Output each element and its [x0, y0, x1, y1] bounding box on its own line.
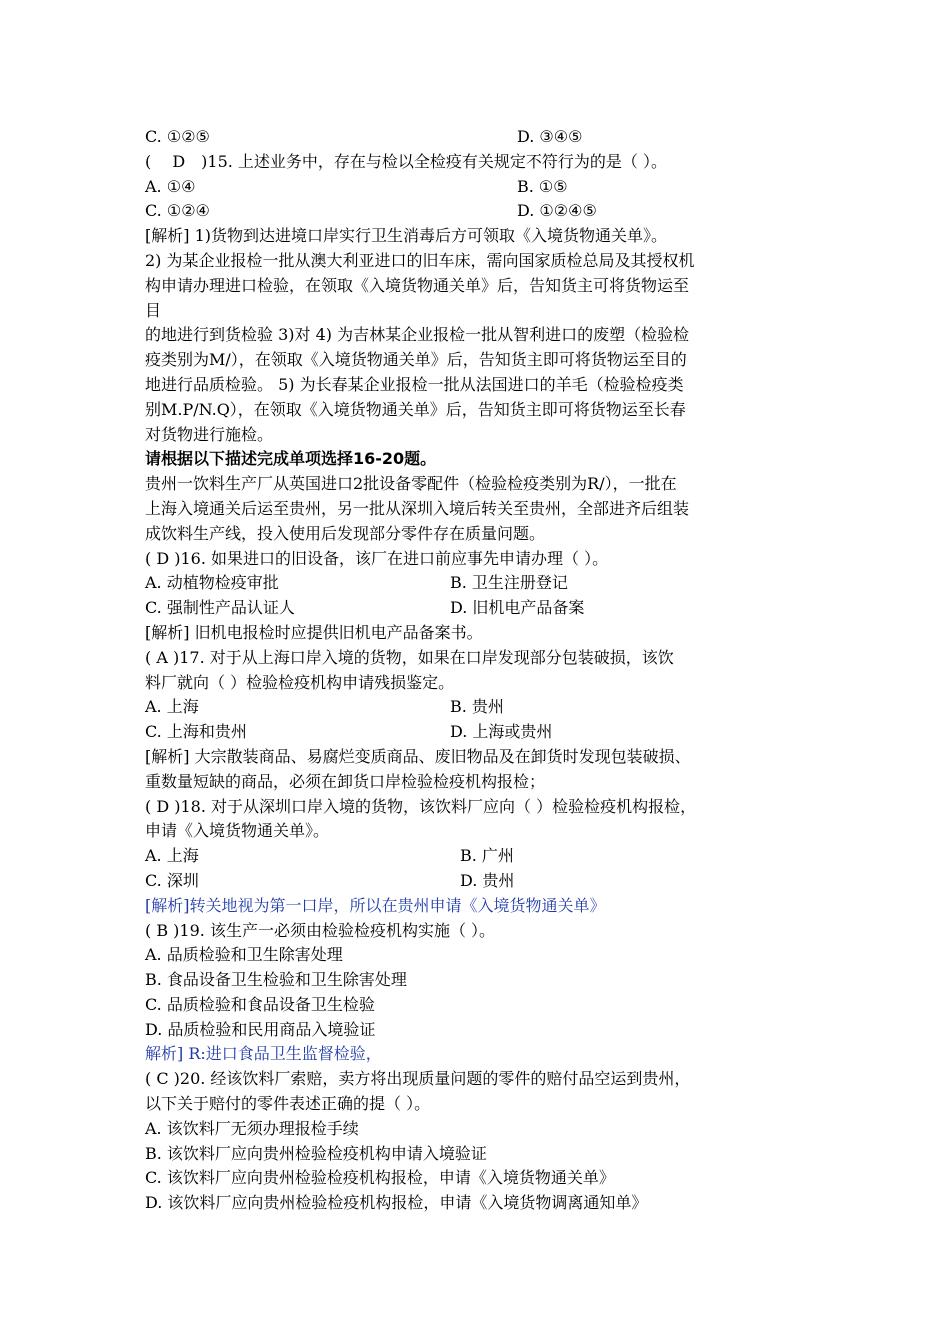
q16-options-row-2 — [145, 596, 825, 621]
q19-option-b: B. 食品设备卫生检验和卫生除害处理 — [145, 970, 407, 990]
q18-options-row-2 — [145, 869, 825, 894]
q15-option-b: B. ①⑤ — [517, 176, 568, 196]
q16-options-row-1 — [145, 571, 825, 596]
q15-stem: ( D )15. 上述业务中，存在与检以全检疫有关规定不符行为的是（ ）。 — [145, 151, 668, 171]
q15-analysis-line: 疫类别为M/），在领取《入境货物通关单》后，告知货主即可将货物运至目的 — [145, 350, 687, 370]
q14-option-d: D. ③④⑤ — [517, 127, 583, 146]
q17-analysis-line: [解析] 大宗散装商品、易腐烂变质商品、废旧物品及在卸货时发现包装破损、 — [145, 746, 691, 766]
q15-options-row-1 — [145, 175, 825, 200]
q17-analysis-line: 重数量短缺的商品，必须在卸货口岸检验检疫机构报检； — [145, 771, 546, 791]
q17-option-b: B. 贵州 — [450, 697, 504, 717]
q15-analysis-line: 对货物进行施检。 — [145, 424, 274, 444]
q16-option-c: C. 强制性产品认证人 — [145, 598, 295, 618]
q19-analysis: 解析] R:进口食品卫生监督检验， — [145, 1044, 382, 1064]
q17-options-row-2 — [145, 720, 825, 745]
q17-stem-line: 料厂就向（ ）检验检疫机构申请残损鉴定。 — [145, 672, 455, 692]
scenario-line: 成饮料生产线，投入使用后发现部分零件存在质量问题。 — [145, 523, 546, 543]
q17-options-row-1 — [145, 695, 825, 720]
q18-option-d: D. 贵州 — [460, 870, 515, 890]
q15-option-a: A. ①④ — [145, 176, 196, 196]
q20-option-c: C. 该饮料厂应向贵州检验检疫机构报检，申请《入境货物通关单》 — [145, 1168, 615, 1188]
q18-option-a: A. 上海 — [145, 846, 199, 866]
q18-stem-line: ( D )18. 对于从深圳口岸入境的货物，该饮料厂应向（ ）检验检疫机构报检， — [145, 796, 697, 816]
q18-analysis: [解析]转关地视为第一口岸，所以在贵州申请《入境货物通关单》 — [145, 895, 606, 915]
q14-option-c: C. ①②⑤ — [145, 127, 210, 146]
q15-analysis-line: 2) 为某企业报检一批从澳大利亚进口的旧车床，需向国家质检总局及其授权机 — [145, 250, 695, 270]
q17-stem-line: ( A )17. 对于从上海口岸入境的货物，如果在口岸发现部分包装破损，该饮 — [145, 647, 674, 667]
q20-option-a: A. 该饮料厂无须办理报检手续 — [145, 1118, 359, 1138]
q17-option-a: A. 上海 — [145, 697, 199, 717]
q18-stem-line: 申请《入境货物通关单》。 — [145, 821, 330, 841]
q16-analysis: [解析] 旧机电报检时应提供旧机电产品备案书。 — [145, 622, 483, 642]
q20-stem-line: 以下关于赔付的零件表述正确的提（ ）。 — [145, 1094, 431, 1114]
q20-option-b: B. 该饮料厂应向贵州检验检疫机构申请入境验证 — [145, 1143, 487, 1163]
q17-option-d: D. 上海或贵州 — [450, 722, 553, 742]
scenario-line: 上海入境通关后运至贵州，另一批从深圳入境后转关至贵州，全部进齐后组装 — [145, 498, 690, 518]
q15-analysis-line: [解析] 1)货物到达进境口岸实行卫生消毒后方可领取《入境货物通关单》。 — [145, 226, 667, 246]
q15-analysis-line: 地进行品质检验。 5) 为长春某企业报检一批从法国进口的羊毛（检验检疫类 — [145, 374, 684, 394]
q14-options-row — [145, 125, 825, 150]
q20-option-d: D. 该饮料厂应向贵州检验检疫机构报检，申请《入境货物调离通知单》 — [145, 1193, 648, 1213]
q15-analysis-line: 的地进行到货检验 3)对 4) 为吉林某企业报检一批从智利进口的废塑（检验检 — [145, 325, 690, 345]
document-page — [145, 125, 825, 1216]
q19-option-d: D. 品质检验和民用商品入境验证 — [145, 1019, 376, 1039]
q19-option-c: C. 品质检验和食品设备卫生检验 — [145, 994, 375, 1014]
q16-stem: ( D )16. 如果进口的旧设备，该厂在进口前应事先申请办理（ ）。 — [145, 548, 609, 568]
q15-analysis-line: 构申请办理进口检验，在领取《入境货物通关单》后，告知货主可将货物运至 — [145, 275, 690, 295]
q16-option-a: A. 动植物检疫审批 — [145, 573, 279, 593]
q15-analysis-line: 别M.P/N.Q），在领取《入境货物通关单》后，告知货主即可将货物运至长春 — [145, 399, 686, 419]
q15-options-row-2 — [145, 199, 825, 224]
q15-option-c: C. ①②④ — [145, 201, 210, 221]
section-heading: 请根据以下描述完成单项选择16-20题。 — [145, 449, 437, 469]
q18-option-b: B. 广州 — [460, 846, 514, 866]
scenario-line: 贵州一饮料生产厂从英国进口2批设备零配件（检验检疫类别为R/），一批在 — [145, 474, 677, 494]
q19-option-a: A. 品质检验和卫生除害处理 — [145, 945, 343, 965]
q18-option-c: C. 深圳 — [145, 870, 199, 890]
q16-option-d: D. 旧机电产品备案 — [450, 598, 585, 618]
q17-option-c: C. 上海和贵州 — [145, 722, 247, 742]
q20-stem-line: ( C )20. 经该饮料厂索赔，卖方将出现质量问题的零件的赔付品空运到贵州， — [145, 1069, 691, 1089]
q18-options-row-1 — [145, 844, 825, 869]
q15-analysis-line: 目 — [145, 300, 162, 320]
q16-option-b: B. 卫生注册登记 — [450, 573, 568, 593]
q19-stem: ( B )19. 该生产一必须由检验检疫机构实施（ ）。 — [145, 920, 496, 940]
q15-option-d: D. ①②④⑤ — [517, 201, 597, 221]
